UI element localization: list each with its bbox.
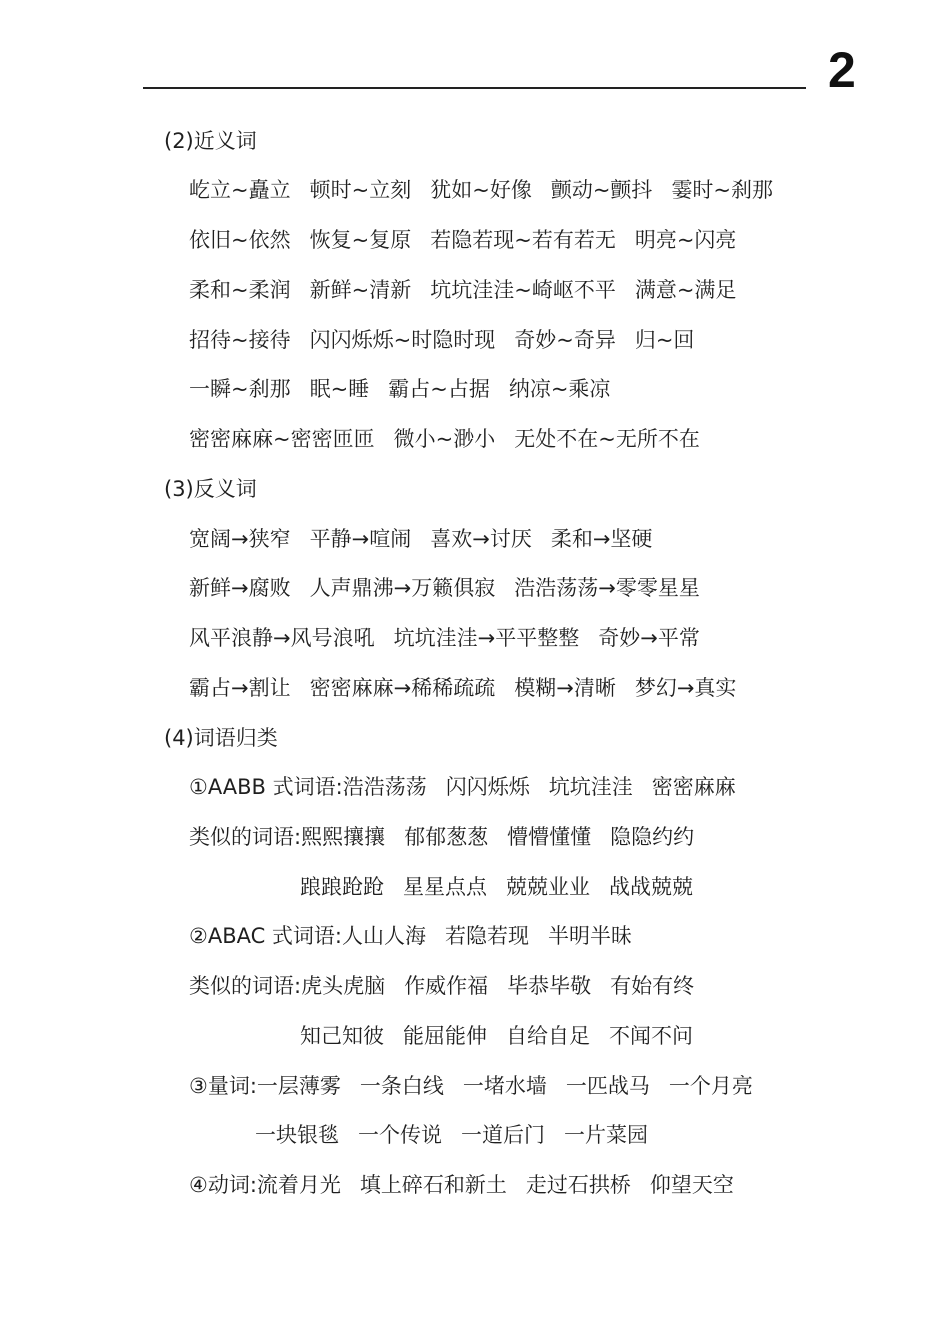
word: 知己知彼	[300, 1024, 384, 1048]
word-pair: 模糊→清晰	[514, 676, 616, 700]
synonym-row	[189, 176, 773, 204]
word: 一块银毯	[255, 1123, 339, 1147]
word-pair: 平静→喧闹	[309, 527, 412, 551]
abac-similar-row-continued	[300, 1022, 693, 1050]
word-pair: 人声鼎沸→万籁俱寂	[309, 576, 496, 600]
word-pair: 梦幻→真实	[634, 676, 737, 700]
word: 若隐若现	[445, 924, 530, 948]
word: 一道后门	[461, 1123, 545, 1147]
word: 一层薄雾	[256, 1074, 341, 1098]
word-pair: 犹如~好像	[430, 178, 532, 202]
word: 密密麻麻	[651, 775, 736, 799]
word-pair: 浩浩荡荡→零零星星	[514, 576, 700, 600]
word: 熙熙攘攘	[301, 825, 386, 849]
word-pair: 奇妙~奇异	[514, 328, 616, 352]
verbs-label: ④动词:	[189, 1173, 257, 1197]
word: 自给自足	[506, 1024, 590, 1048]
word: 填上碎石和新土	[359, 1173, 507, 1197]
word: 郁郁葱葱	[404, 825, 489, 849]
word-pair: 满意~满足	[634, 278, 737, 302]
word-pair: 喜欢→讨厌	[430, 527, 532, 551]
word-pair: 闪闪烁烁~时隐时现	[309, 328, 496, 352]
word-pair: 明亮~闪亮	[634, 228, 737, 252]
word: 踉踉跄跄	[300, 875, 384, 899]
aabb-similar-row	[189, 823, 694, 851]
synonym-row	[189, 375, 610, 403]
synonym-row	[189, 326, 694, 354]
word: 流着月光	[256, 1173, 341, 1197]
word-pair: 依旧~依然	[189, 228, 291, 252]
word: 坑坑洼洼	[548, 775, 633, 799]
word-pair: 柔和~柔润	[189, 278, 291, 302]
word-pair: 风平浪静→风号浪吼	[189, 626, 375, 650]
abac-row	[189, 922, 632, 950]
similar-label: 类似的词语:	[189, 974, 302, 998]
verbs-row	[189, 1171, 734, 1199]
word: 隐隐约约	[610, 825, 695, 849]
aabb-similar-row-continued	[300, 873, 693, 901]
word: 毕恭毕敬	[507, 974, 592, 998]
similar-label: 类似的词语:	[189, 825, 302, 849]
word: 懵懵懂懂	[507, 825, 592, 849]
word: 走过石拱桥	[525, 1173, 631, 1197]
word: 人山人海	[342, 924, 427, 948]
word: 一堵水墙	[462, 1074, 547, 1098]
word-pair: 眠~睡	[309, 377, 370, 401]
word-pair: 若隐若现~若有若无	[430, 228, 616, 252]
word: 战战兢兢	[609, 875, 693, 899]
aabb-label: ①AABB 式词语:	[189, 775, 343, 799]
word: 星星点点	[403, 875, 487, 899]
word-pair: 颤动~颤抖	[550, 178, 653, 202]
word: 一片菜园	[564, 1123, 648, 1147]
word-pair: 屹立~矗立	[189, 178, 291, 202]
word: 一匹战马	[565, 1074, 650, 1098]
word: 虎头虎脑	[301, 974, 386, 998]
word-pair: 坑坑洼洼→平平整整	[393, 626, 580, 650]
antonym-row	[189, 574, 700, 602]
word-pair: 新鲜~清新	[309, 278, 412, 302]
synonym-row	[189, 425, 700, 453]
word-pair: 顿时~立刻	[309, 178, 412, 202]
antonym-row	[189, 674, 736, 702]
word-pair: 招待~接待	[189, 328, 291, 352]
word: 兢兢业业	[506, 875, 590, 899]
synonym-row	[189, 226, 736, 254]
word-pair: 柔和→坚硬	[550, 527, 653, 551]
word-pair: 归~回	[634, 328, 695, 352]
word-pair: 一瞬~刹那	[189, 377, 291, 401]
word-pair: 奇妙→平常	[598, 626, 700, 650]
header-rule	[143, 87, 806, 89]
word-pair: 无处不在~无所不在	[514, 427, 700, 451]
word-pair: 纳凉~乘凉	[508, 377, 611, 401]
measure-words-label: ③量词:	[189, 1074, 257, 1098]
abac-similar-row	[189, 972, 694, 1000]
word: 有始有终	[610, 974, 695, 998]
measure-words-row	[189, 1072, 753, 1100]
word: 能屈能伸	[403, 1024, 487, 1048]
antonym-row	[189, 624, 700, 652]
word-pair: 密密麻麻~密密匝匝	[189, 427, 375, 451]
section-heading-synonyms: (2)近义词	[164, 129, 257, 153]
word: 一条白线	[359, 1074, 444, 1098]
word: 仰望天空	[649, 1173, 734, 1197]
word: 不闻不问	[609, 1024, 693, 1048]
word-pair: 宽阔→狭窄	[189, 527, 291, 551]
abac-label: ②ABAC 式词语:	[189, 924, 343, 948]
page-number: 2	[828, 42, 856, 98]
word-pair: 霸占~占据	[388, 377, 490, 401]
word-pair: 霸占→割让	[189, 676, 291, 700]
synonym-row	[189, 276, 736, 304]
measure-words-row-continued	[255, 1121, 648, 1149]
word-pair: 新鲜→腐败	[189, 576, 291, 600]
word-pair: 微小~渺小	[393, 427, 496, 451]
word: 闪闪烁烁	[445, 775, 530, 799]
section-heading-antonyms: (3)反义词	[164, 477, 257, 501]
aabb-row	[189, 773, 736, 801]
word: 半明半昧	[548, 924, 633, 948]
word: 浩浩荡荡	[342, 775, 427, 799]
word: 一个传说	[358, 1123, 442, 1147]
word: 一个月亮	[668, 1074, 753, 1098]
antonym-row	[189, 525, 652, 553]
word-pair: 坑坑洼洼~崎岖不平	[430, 278, 616, 302]
word: 作威作福	[404, 974, 489, 998]
section-heading-classification: (4)词语归类	[164, 726, 278, 750]
word-pair: 霎时~刹那	[671, 178, 774, 202]
word-pair: 密密麻麻→稀稀疏疏	[309, 676, 496, 700]
word-pair: 恢复~复原	[309, 228, 412, 252]
